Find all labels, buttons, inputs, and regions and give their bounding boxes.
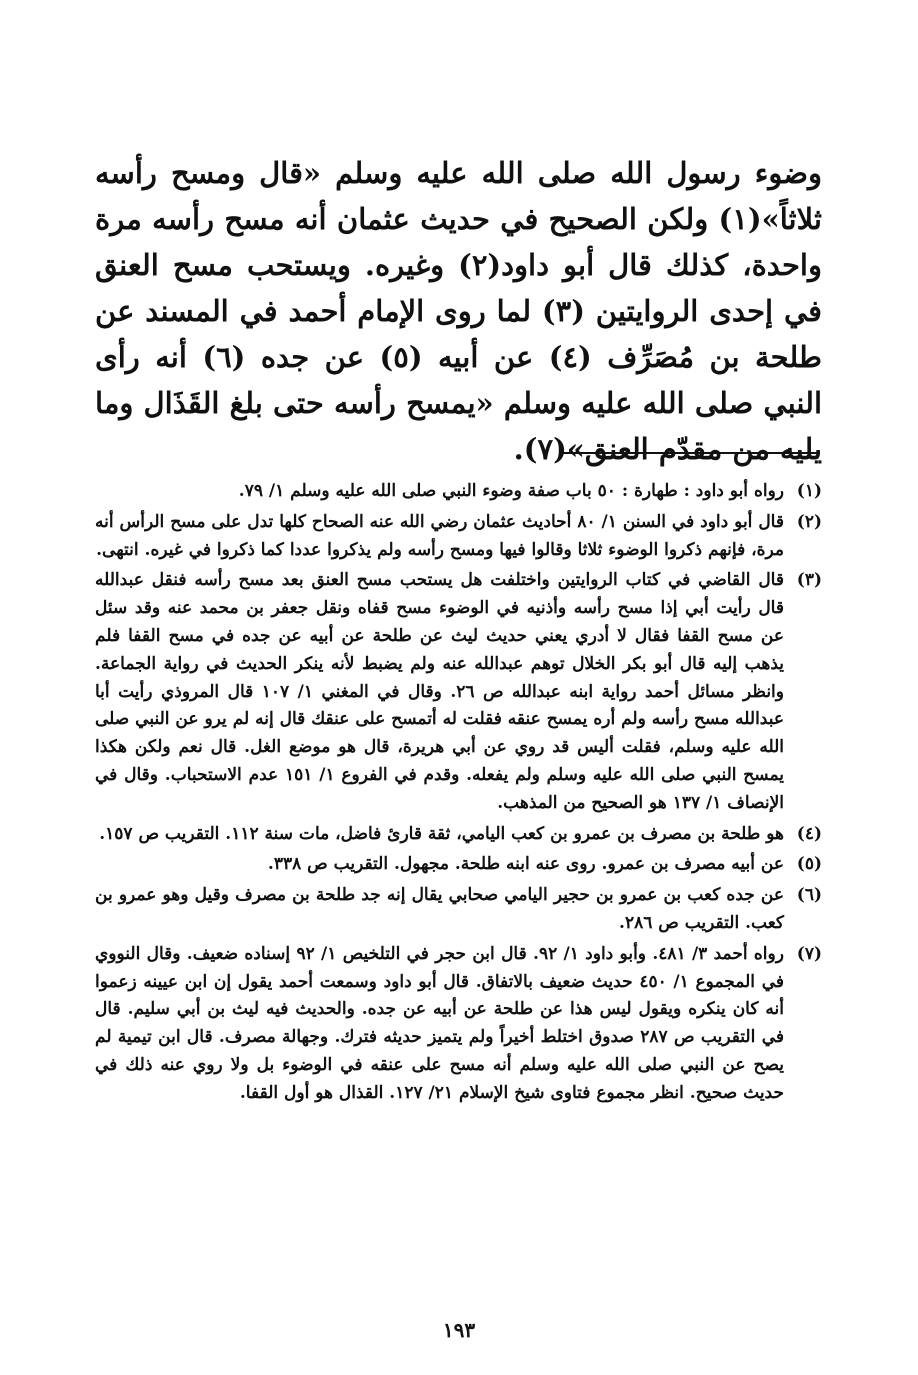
footnote-text: قال القاضي في كتاب الروايتين واختلفت هل يستحب مسح العنق بعد مسح رأسه فنقل عبدالله قال رأيت أبي إذا مسح رأسه وأذنيه في الوضوء مسح قفاه ونقل جعفر بن محمد عنه وقد سئل عن مسح القفا فقال لا أدري يعني حديث ليث عن طلحة عن أبيه عن جده في مسح القفا فلم يذهب إليه قال أبو بكر الخلال توهم عبدالله عنه ولم يضبط لأنه ينكر الحديث في رواية الجماعة. وانظر مسائل أحمد رواية ابنه عبدالله ص ٢٦. وقال في المغني ١/ ١٠٧ قال المروذي رأيت أبا عبدالله مسح رأسه ولم أره يمسح عنقه فقلت له أتمسح على عنقك قال إنه لم يرو عن النبي صلى الله عليه وسلم، فقلت أليس قد روي عن أبي هريرة، قال هو موضع الغل. قال نعم ولكن هكذا يمسح النبي صلى الله عليه وسلم ولم يفعله. وقدم في الفروع ١/ ١٥١ عدم الاستحباب. وقال في الإنصاف ١/ ١٣٧ هو الصحيح من المذهب. [95, 570, 784, 813]
footnote-text: عن أبيه مصرف بن عمرو. روى عنه ابنه طلحة. مجهول. التقريب ص ٣٣٨. [267, 854, 784, 875]
footnote-2 [95, 509, 822, 565]
page-number: ١٩٣ [442, 1318, 476, 1342]
footnote-text: رواه أبو داود : طهارة : ٥٠ باب صفة وضوء النبي صلى الله عليه وسلم ١/ ٧٩. [238, 481, 784, 501]
footnote-text: رواه أحمد ٣/ ٤٨١. وأبو داود ١/ ٩٢. قال ابن حجر في التلخيص ١/ ٩٢ إسناده ضعيف. وقال النووي في المجموع ١/ ٤٥٠ حديث ضعيف بالاتفاق. قال أبو داود وسمعت أحمد يقول إن ابن عيينه زعموا أنه كان ينكره ويقول ليس هذا عن طلحة عن أبيه عن جده. والحديث فيه ليث بن أبي سليم. قال في التقريب ص ٢٨٧ صدوق اختلط أخيراً ولم يتميز حديثه فترك. وجهالة مصرف. قال ابن تيمية لم يصح عن النبي صلى الله عليه وسلم أنه مسح على عنقه في الوضوء بل ولا روي عنه ذلك في حديث صحيح. انظر مجموع فتاوى شيخ الإسلام ٢١/ ١٢٧. القذال هو أول القفا. [95, 943, 784, 1103]
footnote-text: عن جده كعب بن عمرو بن حجير اليامي صحابي يقال إنه جد طلحة بن مصرف وقيل وهو عمرو بن كعب. التقريب ص ٢٨٦. [95, 885, 784, 933]
footnote-text: هو طلحة بن مصرف بن عمرو بن كعب اليامي، ثقة قارئ فاضل، مات سنة ١١٢. التقريب ص ١٥٧. [99, 823, 784, 844]
footnote-number: (٧) [796, 943, 822, 964]
footnote-6 [95, 882, 822, 938]
footnote-4 [95, 821, 822, 849]
footnotes-list [95, 478, 822, 1111]
footnote-number: (١) [796, 481, 822, 501]
footnote-separator [560, 452, 820, 454]
footnote-number: (٣) [796, 570, 822, 591]
footnote-text: قال أبو داود في السنن ١/ ٨٠ أحاديث عثمان رضي الله عنه الصحاح كلها تدل على مسح الرأس أنه مرة، فإنهم ذكروا الوضوء ثلاثا وقالوا فيها ومسح رأسه ولم يذكروا عددا كما ذكروا في غيره. انتهى. [95, 511, 784, 560]
footnote-3 [95, 567, 822, 817]
footnote-number: (٢) [796, 511, 822, 532]
footnote-1 [95, 478, 822, 506]
footnote-number: (٦) [796, 885, 822, 906]
footnote-7 [95, 941, 822, 1108]
footnote-5 [95, 851, 822, 879]
main-paragraph: وضوء رسول الله صلى الله عليه وسلم «قال ومسح رأسه ثلاثاً»(١) ولكن الصحيح في حديث عثمان أنه مسح رأسه مرة واحدة، كذلك قال أبو داود(٢) وغيره. ويستحب مسح العنق في إحدى الروايتين (٣) لما روى الإمام أحمد في المسند عن طلحة بن مُصَرِّف (٤) عن أبيه (٥) عن جده (٦) أنه رأى النبي صلى الله عليه وسلم «يمسح رأسه حتى بلغ القَذَال وما يليه من مقدّم العنق»(٧). [95, 156, 823, 466]
footnote-number: (٥) [796, 854, 822, 875]
footnote-number: (٤) [796, 823, 822, 844]
